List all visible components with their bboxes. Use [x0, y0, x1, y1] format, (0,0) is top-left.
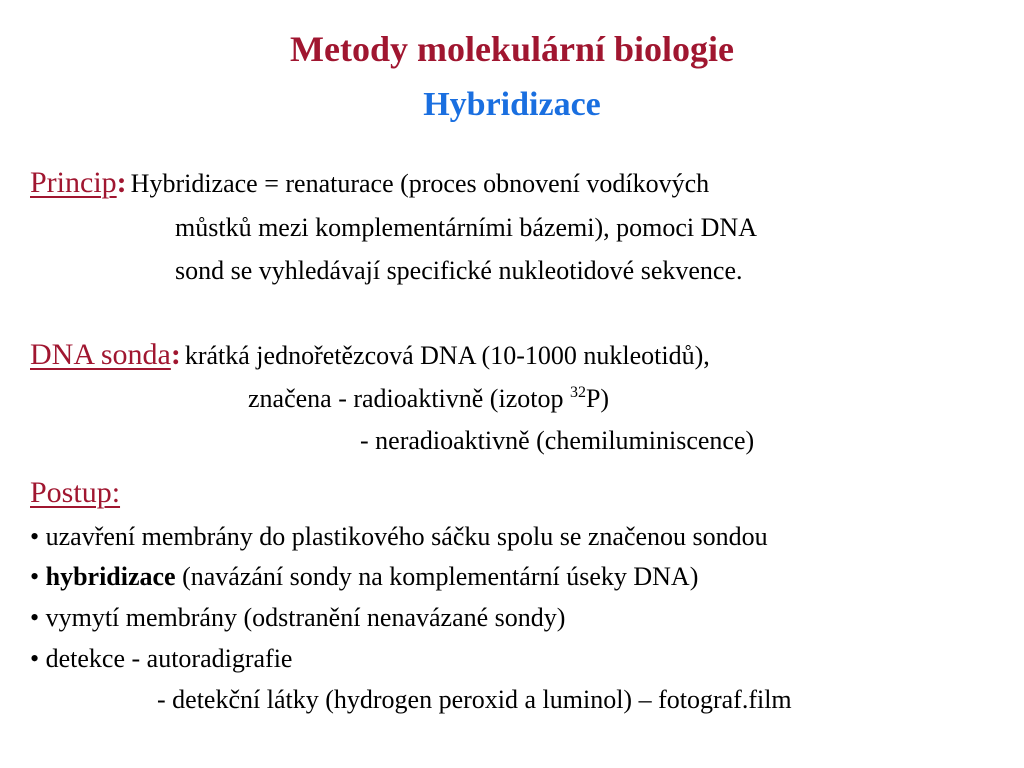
princip-text-2: můstků mezi komplementárními bázemi), pomoci DNA — [175, 213, 757, 242]
princip-colon: : — [116, 166, 127, 199]
dna-sonda-text-2 — [248, 384, 609, 414]
princip-text-3: sond se vyhledávají specifické nukleotidové sekvence. — [175, 256, 743, 285]
postup-item-2-bold: hybridizace — [45, 562, 176, 591]
postup-item-3 — [30, 603, 565, 633]
princip-line-1 — [30, 166, 709, 200]
bullet: • — [30, 522, 40, 551]
bullet: • — [30, 562, 40, 591]
postup-item-4-continuation: - detekční látky (hydrogen peroxid a luminol) – fotograf.film — [157, 685, 792, 714]
dna-sonda-line-1 — [30, 338, 710, 372]
dna-sonda-text-1: krátká jednořetězcová DNA (10-1000 nukleotidů), — [184, 341, 710, 370]
postup-item-4-text: detekce - autoradigrafie — [45, 644, 293, 673]
postup-item-3-text: vymytí membrány (odstranění nenavázané sondy) — [45, 603, 566, 632]
postup-item-2-text: (navázání sondy na komplementární úseky DNA) — [175, 562, 699, 591]
dna-sonda-text-2-pre: značena - radioaktivně (izotop — [248, 384, 570, 413]
bullet: • — [30, 603, 40, 632]
slide-subtitle: Hybridizace — [423, 86, 601, 123]
postup-item-2 — [30, 562, 698, 592]
bullet: • — [30, 644, 40, 673]
postup-item-4 — [30, 644, 292, 674]
dna-sonda-text-3: - neradioaktivně (chemiluminiscence) — [360, 426, 755, 455]
dna-sonda-colon: : — [170, 338, 181, 371]
princip-heading: Princip — [30, 166, 117, 199]
princip-text-1: Hybridizace = renaturace (proces obnovení vodíkových — [130, 169, 710, 198]
isotope-superscript: 32 — [569, 384, 586, 401]
slide-title: Metody molekulární biologie — [290, 29, 734, 69]
postup-heading: Postup: — [30, 476, 121, 509]
postup-item-1 — [30, 522, 768, 552]
dna-sonda-text-2-post: P) — [585, 384, 610, 413]
postup-item-1-text: uzavření membrány do plastikového sáčku spolu se značenou sondou — [45, 522, 768, 551]
dna-sonda-heading: DNA sonda — [30, 338, 171, 371]
